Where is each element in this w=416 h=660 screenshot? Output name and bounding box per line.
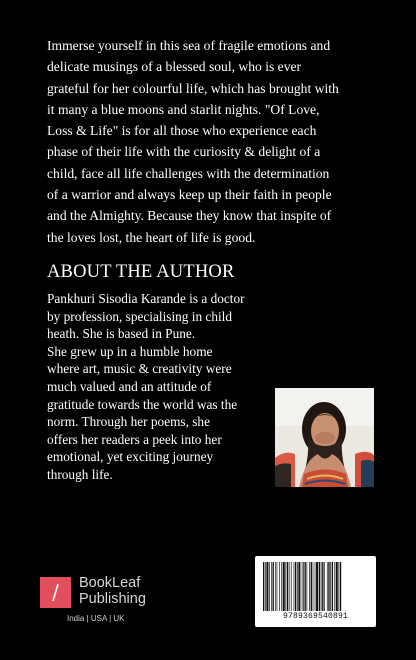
about-author-heading: ABOUT THE AUTHOR bbox=[47, 262, 235, 282]
isbn-number: 9789369540891 bbox=[282, 612, 348, 621]
publisher-tagline: India | USA | UK bbox=[67, 614, 125, 623]
isbn-barcode bbox=[255, 556, 376, 627]
slash-icon bbox=[40, 577, 71, 608]
author-portrait-icon bbox=[275, 388, 374, 487]
publisher-name-line-2: Publishing bbox=[79, 591, 146, 607]
publisher-logo-icon bbox=[40, 577, 71, 608]
publisher-name-line-1: BookLeaf bbox=[79, 575, 141, 591]
barcode-icon bbox=[262, 562, 370, 611]
publisher-branding bbox=[40, 575, 170, 627]
author-photo bbox=[275, 388, 374, 487]
book-blurb: Immerse yourself in this sea of fragile emotions and delicate musings of a blessed soul, who is ever grateful for her colourful life, which has brought with it many a blue moons and starlit nights. "Of Love, Loss & Life" is for all those who experience each phase of their life with the curiosity & delight of a child, face all life challenges with the determination of a warrior and always keep up their faith in people and the Almighty. Because they know that inspite of the loves lost, the heart of life is good. bbox=[47, 38, 339, 245]
author-bio: Pankhuri Sisodia Karande is a doctor by profession, specialising in child heath. She is based in Pune. She grew up in a humble home where art, music & creativity were much valued and an attitude of gratitude towards the world was the norm. Through her poems, she offers her readers a peek into her emotional, yet exciting journey through life. bbox=[47, 291, 245, 482]
